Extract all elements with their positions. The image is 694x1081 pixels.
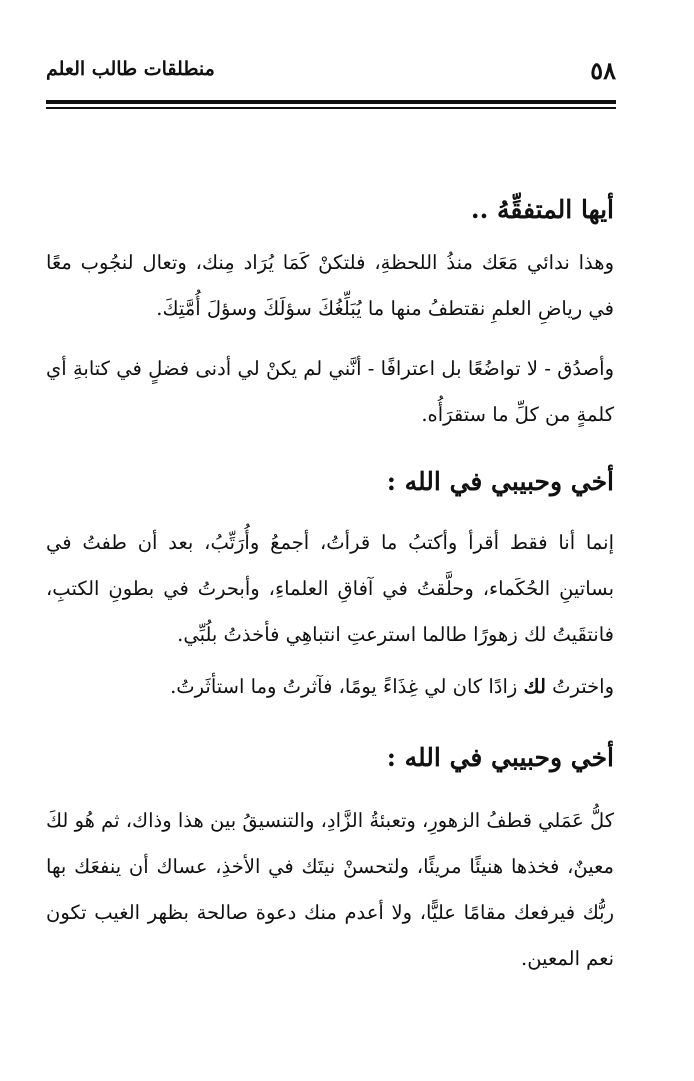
paragraph: إنما أنا فقط أقرأ وأكتبُ ما قرأتُ، أجمعُ وأُرَتِّبُ، بعد أن طفتُ في بساتينِ الحُكَماء، وحلَّقتُ في آفاقِ العلماءِ، وأبحرتُ في بطونِ الكتبِ، فانتقَيتُ لك زهورًا طالما استرعتِ انتباهِي فأخذتُ بلُبِّي. <box>46 531 614 646</box>
running-book-title: منطلقات طالب العلم <box>46 58 215 80</box>
paragraph-rest: زادًا كان لي غِذَاءً يومًا، فآثرتُ وما استأثَرتُ. <box>170 675 524 698</box>
page-number: ٥٨ <box>590 56 616 85</box>
emphasized-word: لك <box>523 675 546 698</box>
page-header <box>46 58 616 94</box>
paragraph: وهذا ندائي مَعَك منذُ اللحظةِ، فلتكنْ كَمَا يُرَاد مِنك، وتعال لنجُوب معًا في رياضِ العلمِ نقتطفُ منها ما يُبَلِّغُكَ سؤلَكَ وسؤلَ أُمَّتِكَ. <box>46 251 614 320</box>
header-rule-thick <box>46 100 616 104</box>
paragraph-with-emphasis <box>46 664 614 710</box>
section-heading-akhi-habibi: أخي وحبيبي في الله : <box>386 743 614 772</box>
paragraph-lead: واخترتُ <box>545 675 614 698</box>
header-rule-thin <box>46 107 616 109</box>
page-body <box>46 190 614 982</box>
section-heading-mutafaqqih: أيها المتفقِّهُ .. <box>470 195 614 224</box>
paragraph: وأصدُق - لا تواضُعًا بل اعترافًا - أنَّني لم يكنْ لي أدنى فضلٍ في كتابةِ أي كلمةٍ من كلِّ ما ستقرَأُه. <box>46 357 614 426</box>
paragraph: كلُّ عَمَلي قطفُ الزهورِ، وتعبئةُ الزَّادِ، والتنسيقُ بين هذا وذاك، ثم هُو لكَ معينٌ، فخذها هنيئًا مريئًا، ولتحسنْ نيتَك في الأخذِ، عساك أن ينفعَك بها ربُّك فيرفعك مقامًا عليًّا، ولا أعدم منك دعوة صالحة بظهر الغيب تكون نعم المعين. <box>46 809 614 970</box>
section-heading-akhi-habibi: أخي وحبيبي في الله : <box>386 467 614 496</box>
